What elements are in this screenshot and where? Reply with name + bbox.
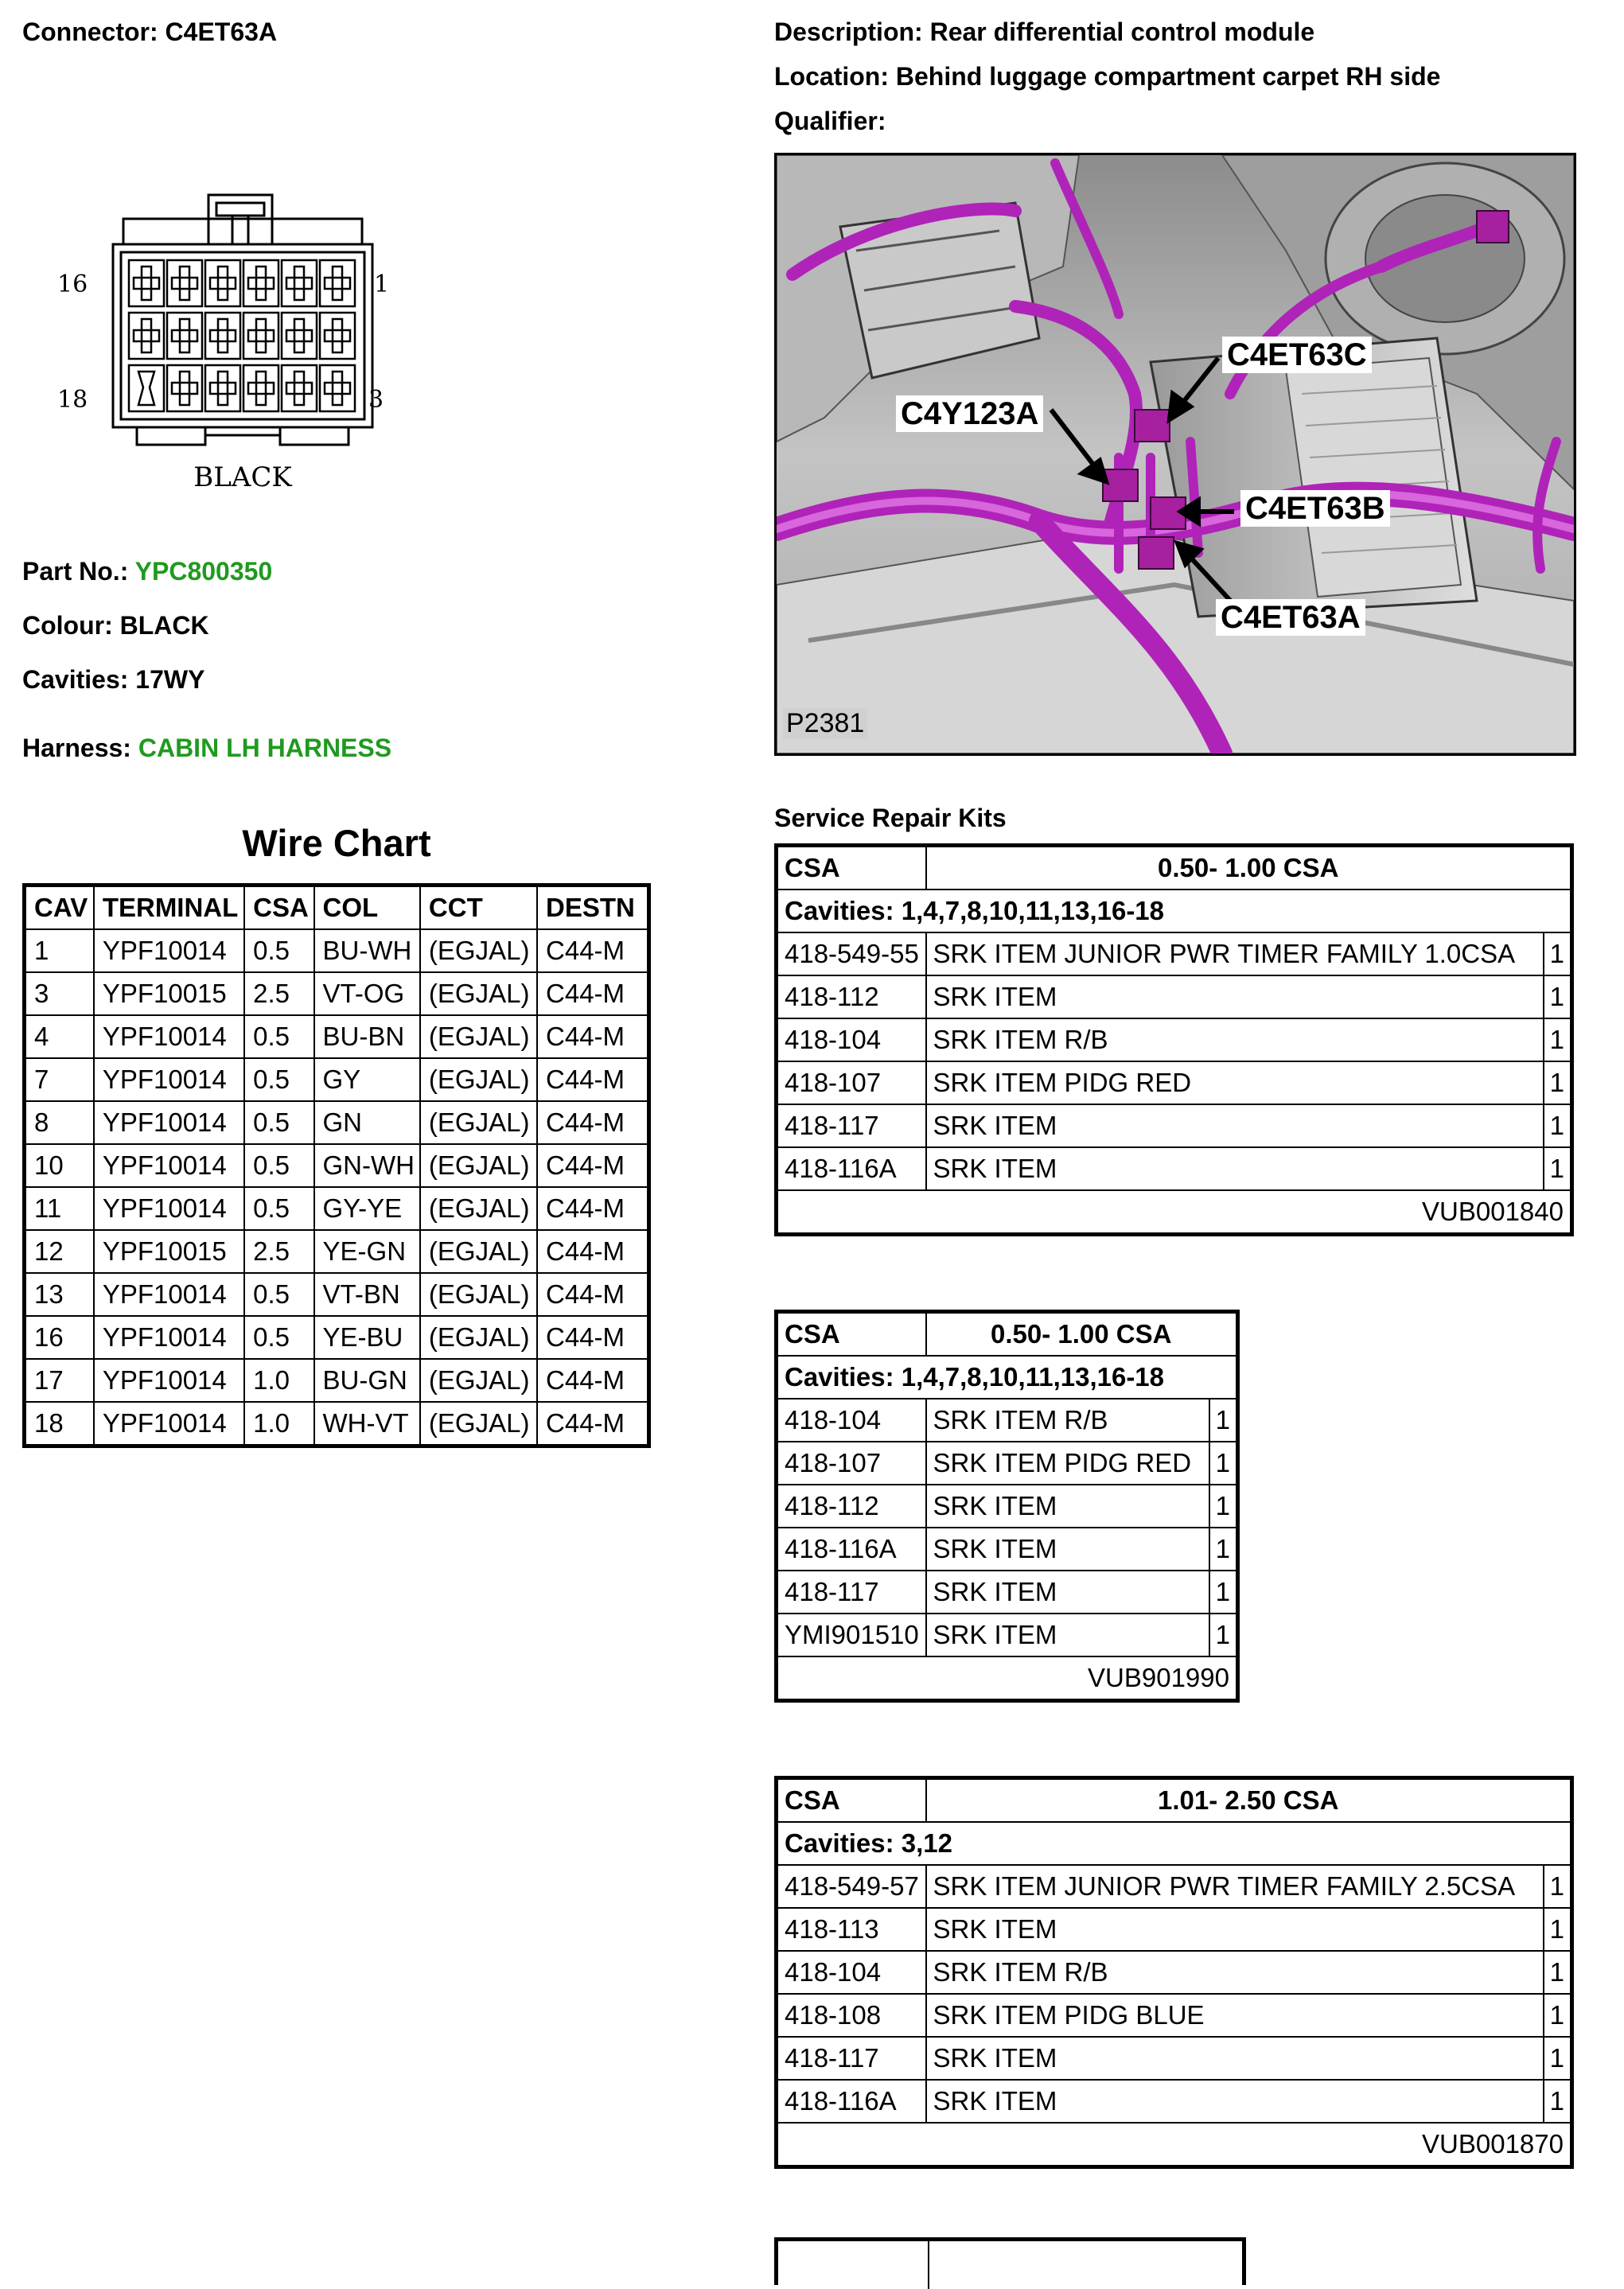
wire-chart-cell: YPF10014 <box>94 1144 244 1187</box>
service-kit-table <box>774 843 1574 1236</box>
wire-chart-cell: 11 <box>25 1187 94 1230</box>
wire-chart-cell: BU-GN <box>314 1359 420 1402</box>
wire-chart-cell: 18 <box>25 1402 94 1446</box>
wire-chart-cell: 8 <box>25 1101 94 1144</box>
description-label: Description: <box>774 18 923 46</box>
harness-link[interactable]: CABIN LH HARNESS <box>138 734 392 762</box>
cavities-line <box>22 665 204 695</box>
kit-item-quantity: 1 <box>1209 1614 1238 1656</box>
wire-chart-cell: (EGJAL) <box>420 1187 537 1230</box>
wire-chart-cell: 1.0 <box>244 1402 314 1446</box>
kit-cavities-row <box>777 890 1572 932</box>
kit-cavities: Cavities: 3,12 <box>777 1822 1572 1865</box>
kit-item-description: SRK ITEM R/B <box>926 1018 1544 1061</box>
kit-item-part-number: YMI901510 <box>777 1614 926 1656</box>
kit-cavities: Cavities: 1,4,7,8,10,11,13,16-18 <box>777 890 1572 932</box>
kit-item-description: SRK ITEM <box>926 1528 1209 1571</box>
kit-csa-range: 0.50- 1.00 CSA <box>926 1312 1238 1357</box>
wire-chart-row <box>25 1101 649 1144</box>
wire-chart-row <box>25 929 649 972</box>
wire-chart-row <box>25 1359 649 1402</box>
pin-16-label: 16 <box>57 271 88 298</box>
wire-chart-row <box>25 1273 649 1316</box>
wire-chart-cell: (EGJAL) <box>420 972 537 1015</box>
kit-item-part-number: 418-549-57 <box>777 1865 926 1908</box>
kit-item-description: SRK ITEM R/B <box>926 1399 1209 1442</box>
wire-chart-header-cell: CAV <box>25 886 94 930</box>
kit-item-quantity: 1 <box>1544 932 1572 975</box>
kit-item-part-number: 418-117 <box>777 1571 926 1614</box>
kit-code-row <box>777 1190 1572 1235</box>
wire-chart-row <box>25 1058 649 1101</box>
kit-table-partial <box>774 2237 1246 2285</box>
wire-chart-header-cell: CCT <box>420 886 537 930</box>
wire-chart-cell: 3 <box>25 972 94 1015</box>
kit-item-row <box>777 1104 1572 1147</box>
kit-item-description: SRK ITEM JUNIOR PWR TIMER FAMILY 2.5CSA <box>926 1865 1544 1908</box>
wire-chart-cell: YPF10015 <box>94 1230 244 1273</box>
kit-csa-label: CSA <box>777 846 926 890</box>
colour-label: Colour: <box>22 611 113 640</box>
wire-chart-cell: YPF10015 <box>94 972 244 1015</box>
kit-item-part-number: 418-116A <box>777 2080 926 2123</box>
wire-chart-cell: YPF10014 <box>94 1316 244 1359</box>
wire-chart-cell: 4 <box>25 1015 94 1058</box>
kit-item-quantity: 1 <box>1544 1147 1572 1190</box>
kit-item-quantity: 1 <box>1544 1951 1572 1994</box>
kit-item-part-number: 418-116A <box>777 1528 926 1571</box>
photo-code: P2381 <box>783 708 867 739</box>
kit-item-row <box>777 1994 1572 2037</box>
wire-chart-header-row <box>25 886 649 930</box>
wire-chart-cell: GN <box>314 1101 420 1144</box>
wire-chart-cell: YPF10014 <box>94 1273 244 1316</box>
wire-chart-cell: 0.5 <box>244 929 314 972</box>
wire-chart-cell: C44-M <box>537 1015 648 1058</box>
kit-item-description: SRK ITEM <box>926 1908 1544 1951</box>
kit-item-description: SRK ITEM <box>926 1104 1544 1147</box>
wire-chart-cell: C44-M <box>537 1273 648 1316</box>
wire-chart-cell: 0.5 <box>244 1058 314 1101</box>
wire-chart-row <box>25 972 649 1015</box>
colour-value: BLACK <box>119 611 209 640</box>
harness-line <box>22 734 391 763</box>
kit-code: VUB001840 <box>777 1190 1572 1235</box>
kit-item-quantity: 1 <box>1209 1399 1238 1442</box>
kit-item-part-number: 418-108 <box>777 1994 926 2037</box>
kit-item-row <box>777 1399 1238 1442</box>
wire-chart-cell: YPF10014 <box>94 1015 244 1058</box>
wire-chart-cell: YPF10014 <box>94 1402 244 1446</box>
wire-chart-cell: GY <box>314 1058 420 1101</box>
kit-item-quantity: 1 <box>1544 2080 1572 2123</box>
service-kit-table <box>774 1776 1574 2169</box>
kit-item-part-number: 418-549-55 <box>777 932 926 975</box>
wire-chart-cell: (EGJAL) <box>420 929 537 972</box>
kit-item-row <box>777 2080 1572 2123</box>
wire-chart-cell: 2.5 <box>244 972 314 1015</box>
wire-chart-header-cell: CSA <box>244 886 314 930</box>
kit-item-row <box>777 1951 1572 1994</box>
kit-item-row <box>777 932 1572 975</box>
kit-code: VUB001870 <box>777 2123 1572 2167</box>
kit-item-part-number: 418-117 <box>777 1104 926 1147</box>
wire-chart-cell: 7 <box>25 1058 94 1101</box>
wire-chart-cell: YPF10014 <box>94 1359 244 1402</box>
colour-line <box>22 611 209 640</box>
kit-item-description: SRK ITEM <box>926 1614 1209 1656</box>
kit-item-part-number: 418-112 <box>777 1485 926 1528</box>
kit-item-part-number: 418-104 <box>777 1018 926 1061</box>
kit-csa-row <box>777 846 1572 890</box>
kit-code-row <box>777 2123 1572 2167</box>
wire-chart-cell: C44-M <box>537 1359 648 1402</box>
wire-chart-cell: YE-GN <box>314 1230 420 1273</box>
location-photo-drawing <box>777 155 1574 753</box>
kit-code: VUB901990 <box>777 1656 1238 1701</box>
wire-chart-cell: VT-OG <box>314 972 420 1015</box>
wire-chart-row <box>25 1402 649 1446</box>
wire-chart-cell: 1.0 <box>244 1359 314 1402</box>
wire-chart-cell: C44-M <box>537 929 648 972</box>
kit-csa-label: CSA <box>777 1312 926 1357</box>
wire-chart-cell: GN-WH <box>314 1144 420 1187</box>
wire-chart-cell: C44-M <box>537 1316 648 1359</box>
kit-item-description: SRK ITEM <box>926 2080 1544 2123</box>
wire-chart-cell: (EGJAL) <box>420 1402 537 1446</box>
wire-chart-row <box>25 1187 649 1230</box>
connector-id: C4ET63A <box>165 18 278 46</box>
kit-cavities: Cavities: 1,4,7,8,10,11,13,16-18 <box>777 1356 1238 1399</box>
qualifier-label: Qualifier: <box>774 107 886 135</box>
kit-csa-range: 0.50- 1.00 CSA <box>926 846 1572 890</box>
kit-item-description: SRK ITEM PIDG RED <box>926 1061 1544 1104</box>
service-kits-title: Service Repair Kits <box>774 804 1007 832</box>
wire-chart-cell: YPF10014 <box>94 929 244 972</box>
wire-chart-cell: C44-M <box>537 1144 648 1187</box>
wire-chart-cell: 0.5 <box>244 1187 314 1230</box>
kit-item-part-number: 418-117 <box>777 2037 926 2080</box>
wire-chart-cell: (EGJAL) <box>420 1015 537 1058</box>
harness-label: Harness: <box>22 734 131 762</box>
description-value: Rear differential control module <box>929 18 1315 46</box>
wire-chart-header-cell: TERMINAL <box>94 886 244 930</box>
kit-item-description: SRK ITEM <box>926 1147 1544 1190</box>
wire-chart-cell: C44-M <box>537 1058 648 1101</box>
wire-chart-cell: YPF10014 <box>94 1058 244 1101</box>
kit-item-row <box>777 1018 1572 1061</box>
kit-item-description: SRK ITEM <box>926 1571 1209 1614</box>
wire-chart-header-cell: DESTN <box>537 886 648 930</box>
wire-chart-header-cell: COL <box>314 886 420 930</box>
wire-chart-cell: 0.5 <box>244 1101 314 1144</box>
kit-table-partial-divider <box>928 2241 929 2289</box>
wire-chart-cell: C44-M <box>537 1101 648 1144</box>
wire-chart-title: Wire Chart <box>242 822 431 864</box>
kit-item-description: SRK ITEM PIDG RED <box>926 1442 1209 1485</box>
wire-chart-cell: 0.5 <box>244 1015 314 1058</box>
wire-chart-cell: C44-M <box>537 1402 648 1446</box>
connector-label: Connector: <box>22 18 158 46</box>
wire-chart-table <box>22 883 651 1448</box>
wire-chart-cell: 13 <box>25 1273 94 1316</box>
kit-item-part-number: 418-104 <box>777 1399 926 1442</box>
wire-chart-cell: 0.5 <box>244 1273 314 1316</box>
kit-item-quantity: 1 <box>1544 1104 1572 1147</box>
wire-chart-row <box>25 1015 649 1058</box>
kit-item-description: SRK ITEM <box>926 1485 1209 1528</box>
wire-chart-cell: YPF10014 <box>94 1187 244 1230</box>
kit-item-quantity: 1 <box>1544 2037 1572 2080</box>
kit-code-row <box>777 1656 1238 1701</box>
part-number-line <box>22 557 272 586</box>
photo-label-c4y123a: C4Y123A <box>896 395 1043 432</box>
wire-chart-cell: GY-YE <box>314 1187 420 1230</box>
kit-item-part-number: 418-107 <box>777 1442 926 1485</box>
wire-chart-cell: BU-WH <box>314 929 420 972</box>
cavities-value: 17WY <box>135 665 205 694</box>
wire-chart-cell: 1 <box>25 929 94 972</box>
wire-chart-cell: 16 <box>25 1316 94 1359</box>
kit-item-row <box>777 1908 1572 1951</box>
kit-item-part-number: 418-104 <box>777 1951 926 1994</box>
description-line <box>774 18 1314 47</box>
kit-csa-row <box>777 1778 1572 1823</box>
kit-item-row <box>777 1528 1238 1571</box>
kit-item-row <box>777 1614 1238 1656</box>
kit-cavities-row <box>777 1356 1238 1399</box>
kit-item-row <box>777 1442 1238 1485</box>
wire-chart-cell: C44-M <box>537 1230 648 1273</box>
wire-chart-cell: 0.5 <box>244 1144 314 1187</box>
part-number-link[interactable]: YPC800350 <box>134 557 273 586</box>
kit-item-part-number: 418-116A <box>777 1147 926 1190</box>
cavities-label: Cavities: <box>22 665 129 694</box>
wire-chart-cell: (EGJAL) <box>420 1058 537 1101</box>
connector-drawing <box>48 187 414 501</box>
wire-chart-cell: 2.5 <box>244 1230 314 1273</box>
kit-item-description: SRK ITEM PIDG BLUE <box>926 1994 1544 2037</box>
kit-item-quantity: 1 <box>1209 1485 1238 1528</box>
photo-label-c4et63b: C4ET63B <box>1240 490 1390 527</box>
kit-item-quantity: 1 <box>1544 1994 1572 2037</box>
kit-item-part-number: 418-113 <box>777 1908 926 1951</box>
wire-chart-cell: C44-M <box>537 972 648 1015</box>
kit-item-description: SRK ITEM <box>926 2037 1544 2080</box>
wire-chart-cell: BU-BN <box>314 1015 420 1058</box>
kit-item-description: SRK ITEM R/B <box>926 1951 1544 1994</box>
kit-csa-row <box>777 1312 1238 1357</box>
kit-item-part-number: 418-112 <box>777 975 926 1018</box>
wire-chart-cell: (EGJAL) <box>420 1359 537 1402</box>
connector-line <box>22 18 277 47</box>
wire-chart-cell: 12 <box>25 1230 94 1273</box>
kit-item-quantity: 1 <box>1209 1528 1238 1571</box>
kit-item-part-number: 418-107 <box>777 1061 926 1104</box>
location-photo <box>774 153 1576 756</box>
connector-colour-caption: BLACK <box>193 461 292 493</box>
wire-chart-cell: VT-BN <box>314 1273 420 1316</box>
kit-csa-range: 1.01- 2.50 CSA <box>926 1778 1572 1823</box>
kit-item-row <box>777 975 1572 1018</box>
kit-item-quantity: 1 <box>1544 1061 1572 1104</box>
wire-chart-cell: (EGJAL) <box>420 1144 537 1187</box>
kit-item-row <box>777 1485 1238 1528</box>
kit-item-row <box>777 2037 1572 2080</box>
location-label: Location: <box>774 62 889 91</box>
wire-chart-cell: (EGJAL) <box>420 1273 537 1316</box>
kit-cavities-row <box>777 1822 1572 1865</box>
kit-item-quantity: 1 <box>1209 1571 1238 1614</box>
kit-csa-label: CSA <box>777 1778 926 1823</box>
wire-chart-cell: C44-M <box>537 1187 648 1230</box>
wire-chart-cell: (EGJAL) <box>420 1101 537 1144</box>
wire-chart-cell: 17 <box>25 1359 94 1402</box>
kit-item-quantity: 1 <box>1544 975 1572 1018</box>
part-number-label: Part No.: <box>22 557 129 586</box>
wire-chart-row <box>25 1316 649 1359</box>
connector-face-diagram <box>48 187 414 501</box>
kit-item-description: SRK ITEM JUNIOR PWR TIMER FAMILY 1.0CSA <box>926 932 1544 975</box>
wire-chart-cell: (EGJAL) <box>420 1316 537 1359</box>
kit-item-row <box>777 1571 1238 1614</box>
kit-item-quantity: 1 <box>1544 1018 1572 1061</box>
kit-item-quantity: 1 <box>1544 1908 1572 1951</box>
kit-item-description: SRK ITEM <box>926 975 1544 1018</box>
wire-chart-cell: (EGJAL) <box>420 1230 537 1273</box>
qualifier-line <box>774 107 886 136</box>
kit-item-row <box>777 1061 1572 1104</box>
kit-item-row <box>777 1865 1572 1908</box>
wire-chart-row <box>25 1230 649 1273</box>
wire-chart-cell: WH-VT <box>314 1402 420 1446</box>
kit-item-row <box>777 1147 1572 1190</box>
photo-label-c4et63c: C4ET63C <box>1222 337 1372 373</box>
location-value: Behind luggage compartment carpet RH side <box>895 62 1441 91</box>
wire-chart-cell: 10 <box>25 1144 94 1187</box>
photo-label-c4et63a: C4ET63A <box>1216 599 1365 636</box>
location-line <box>774 62 1440 91</box>
wire-chart-row <box>25 1144 649 1187</box>
pin-3-label: 3 <box>368 386 384 414</box>
pin-1-label: 1 <box>374 271 390 298</box>
wire-chart-cell: 0.5 <box>244 1316 314 1359</box>
wire-chart-cell: YE-BU <box>314 1316 420 1359</box>
kit-item-quantity: 1 <box>1544 1865 1572 1908</box>
kit-item-quantity: 1 <box>1209 1442 1238 1485</box>
pin-18-label: 18 <box>57 386 88 414</box>
wire-chart-cell: YPF10014 <box>94 1101 244 1144</box>
service-kit-table <box>774 1310 1240 1703</box>
